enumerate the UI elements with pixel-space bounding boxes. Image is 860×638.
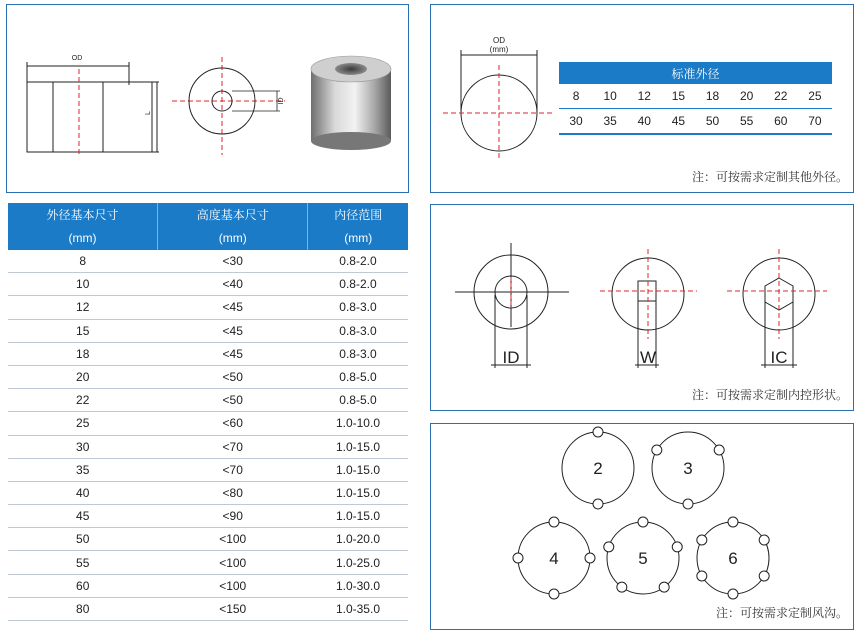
spec-cell-od: 40 [8,481,157,504]
spec-cell-height: <70 [157,458,308,481]
spec-cell-od: 35 [8,458,157,481]
id-shape-label: ID [502,348,520,367]
spec-cell-id: 1.0-35.0 [308,597,408,620]
spec-cell-od: 8 [8,250,157,273]
spec-row [8,435,408,458]
flute-ring-5 [604,517,682,594]
spec-cell-height: <100 [157,574,308,597]
od-cell: 30 [559,109,593,135]
spec-cell-height: <150 [157,597,308,620]
spec-cell-od: 30 [8,435,157,458]
flute-notch [604,542,614,552]
spec-header-row [8,203,408,226]
spec-row [8,412,408,435]
w-shape-label: W [639,348,657,367]
spec-unit: (mm) [308,226,408,250]
od-cell: 40 [627,109,661,135]
flute-notch [728,517,738,527]
od-cell: 35 [593,109,627,135]
od-cell: 45 [661,109,695,135]
flute-notch [549,589,559,599]
spec-cell-height: <100 [157,528,308,551]
flute-notch [697,535,707,545]
standard-od-title: 标准外径 [559,62,832,84]
spec-row [8,574,408,597]
spec-cell-id: 1.0-15.0 [308,458,408,481]
flute-notch [697,571,707,581]
flute-notch [652,445,662,455]
dimension-drawing [7,5,410,194]
od-panel-unit-label: (mm) [489,45,509,54]
od-cell: 70 [798,109,832,135]
flute-notch [714,445,724,455]
flute-notch [549,517,559,527]
spec-cell-height: <45 [157,296,308,319]
spec-cell-height: <45 [157,342,308,365]
spec-cell-id: 0.8-2.0 [308,273,408,296]
dimension-panel [6,4,409,193]
spec-cell-id: 1.0-25.0 [308,551,408,574]
spec-header-id: 内径范围 [308,203,408,226]
od-cell: 12 [627,84,661,109]
spec-cell-id: 1.0-20.0 [308,528,408,551]
spec-cell-height: <50 [157,365,308,388]
spec-cell-height: <45 [157,319,308,342]
spec-cell-id: 0.8-3.0 [308,296,408,319]
spec-cell-id: 1.0-15.0 [308,505,408,528]
spec-cell-od: 10 [8,273,157,296]
standard-od-row-2 [559,109,832,135]
spec-cell-od: 55 [8,551,157,574]
end-view [172,57,285,155]
spec-row [8,481,408,504]
spec-cell-od: 25 [8,412,157,435]
spec-row [8,342,408,365]
spec-cell-height: <90 [157,505,308,528]
spec-cell-od: 50 [8,528,157,551]
standard-od-table [559,62,832,135]
flute-notch [585,553,595,563]
spec-cell-height: <30 [157,250,308,273]
od-cell: 22 [764,84,798,109]
flute-drawing [431,424,855,631]
flute-notch [683,499,693,509]
flute-number: 5 [638,549,648,568]
flute-number: 6 [728,549,738,568]
spec-body [8,250,408,621]
spec-cell-od: 18 [8,342,157,365]
spec-row [8,597,408,620]
side-view [27,62,159,157]
spec-unit-row [8,226,408,250]
flute-number: 4 [549,549,559,568]
inner-shape-drawing [431,205,855,412]
od-cell: 15 [661,84,695,109]
spec-row [8,319,408,342]
spec-cell-id: 1.0-15.0 [308,435,408,458]
spec-cell-id: 1.0-15.0 [308,481,408,504]
flute-note: 注：可按需求定制风沟。 [715,606,848,620]
spec-table [8,203,408,621]
flute-panel [430,423,854,630]
spec-cell-id: 1.0-30.0 [308,574,408,597]
spec-cell-od: 15 [8,319,157,342]
id-label: ID [278,97,285,105]
spec-cell-od: 60 [8,574,157,597]
od-cell: 20 [730,84,764,109]
spec-cell-id: 0.8-3.0 [308,342,408,365]
od-cell: 55 [730,109,764,135]
ic-shape-label: IC [770,348,788,367]
spec-cell-height: <80 [157,481,308,504]
spec-cell-id: 0.8-2.0 [308,250,408,273]
spec-row [8,273,408,296]
od-panel-od-label: OD [493,36,505,45]
spec-row [8,365,408,388]
od-cell: 10 [593,84,627,109]
spec-cell-id: 1.0-10.0 [308,412,408,435]
cylinder-3d [311,56,391,150]
flute-notch [728,589,738,599]
flute-ring-6 [697,517,769,599]
flute-notch [513,553,523,563]
od-note: 注：可按需求定制其他外径。 [691,170,848,184]
spec-row [8,551,408,574]
length-label: L [145,111,152,115]
od-cell: 18 [696,84,730,109]
spec-header-od: 外径基本尺寸 [8,203,157,226]
spec-cell-id: 0.8-3.0 [308,319,408,342]
od-cell: 25 [798,84,832,109]
spec-cell-od: 20 [8,365,157,388]
spec-cell-od: 12 [8,296,157,319]
spec-row [8,389,408,412]
spec-cell-height: <70 [157,435,308,458]
flute-ring-4 [513,517,595,599]
spec-row [8,458,408,481]
spec-row [8,528,408,551]
flute-number: 3 [683,459,693,478]
spec-header-height: 高度基本尺寸 [157,203,308,226]
spec-row [8,250,408,273]
spec-row [8,505,408,528]
spec-row [8,296,408,319]
flute-notch [659,582,669,592]
spec-unit: (mm) [157,226,308,250]
flute-ring-2 [562,427,634,509]
standard-od-row-1 [559,84,832,109]
flute-notch [759,535,769,545]
od-label: OD [71,55,83,62]
spec-cell-id: 0.8-5.0 [308,365,408,388]
flute-notch [593,499,603,509]
od-cell: 8 [559,84,593,109]
inner-shape-note: 注：可按需求定制内控形状。 [691,388,848,402]
spec-cell-od: 22 [8,389,157,412]
flute-number: 2 [593,459,603,478]
spec-cell-id: 0.8-5.0 [308,389,408,412]
spec-cell-height: <50 [157,389,308,412]
flute-notch [617,582,627,592]
spec-unit: (mm) [8,226,157,250]
od-cell: 60 [764,109,798,135]
spec-cell-od: 80 [8,597,157,620]
od-cell: 50 [696,109,730,135]
spec-cell-height: <60 [157,412,308,435]
flute-notch [672,542,682,552]
flute-notch [638,517,648,527]
flute-notch [759,571,769,581]
flute-ring-3 [652,432,724,509]
inner-shape-panel [430,204,854,411]
spec-cell-height: <100 [157,551,308,574]
flute-notch [593,427,603,437]
spec-cell-od: 45 [8,505,157,528]
spec-cell-height: <40 [157,273,308,296]
